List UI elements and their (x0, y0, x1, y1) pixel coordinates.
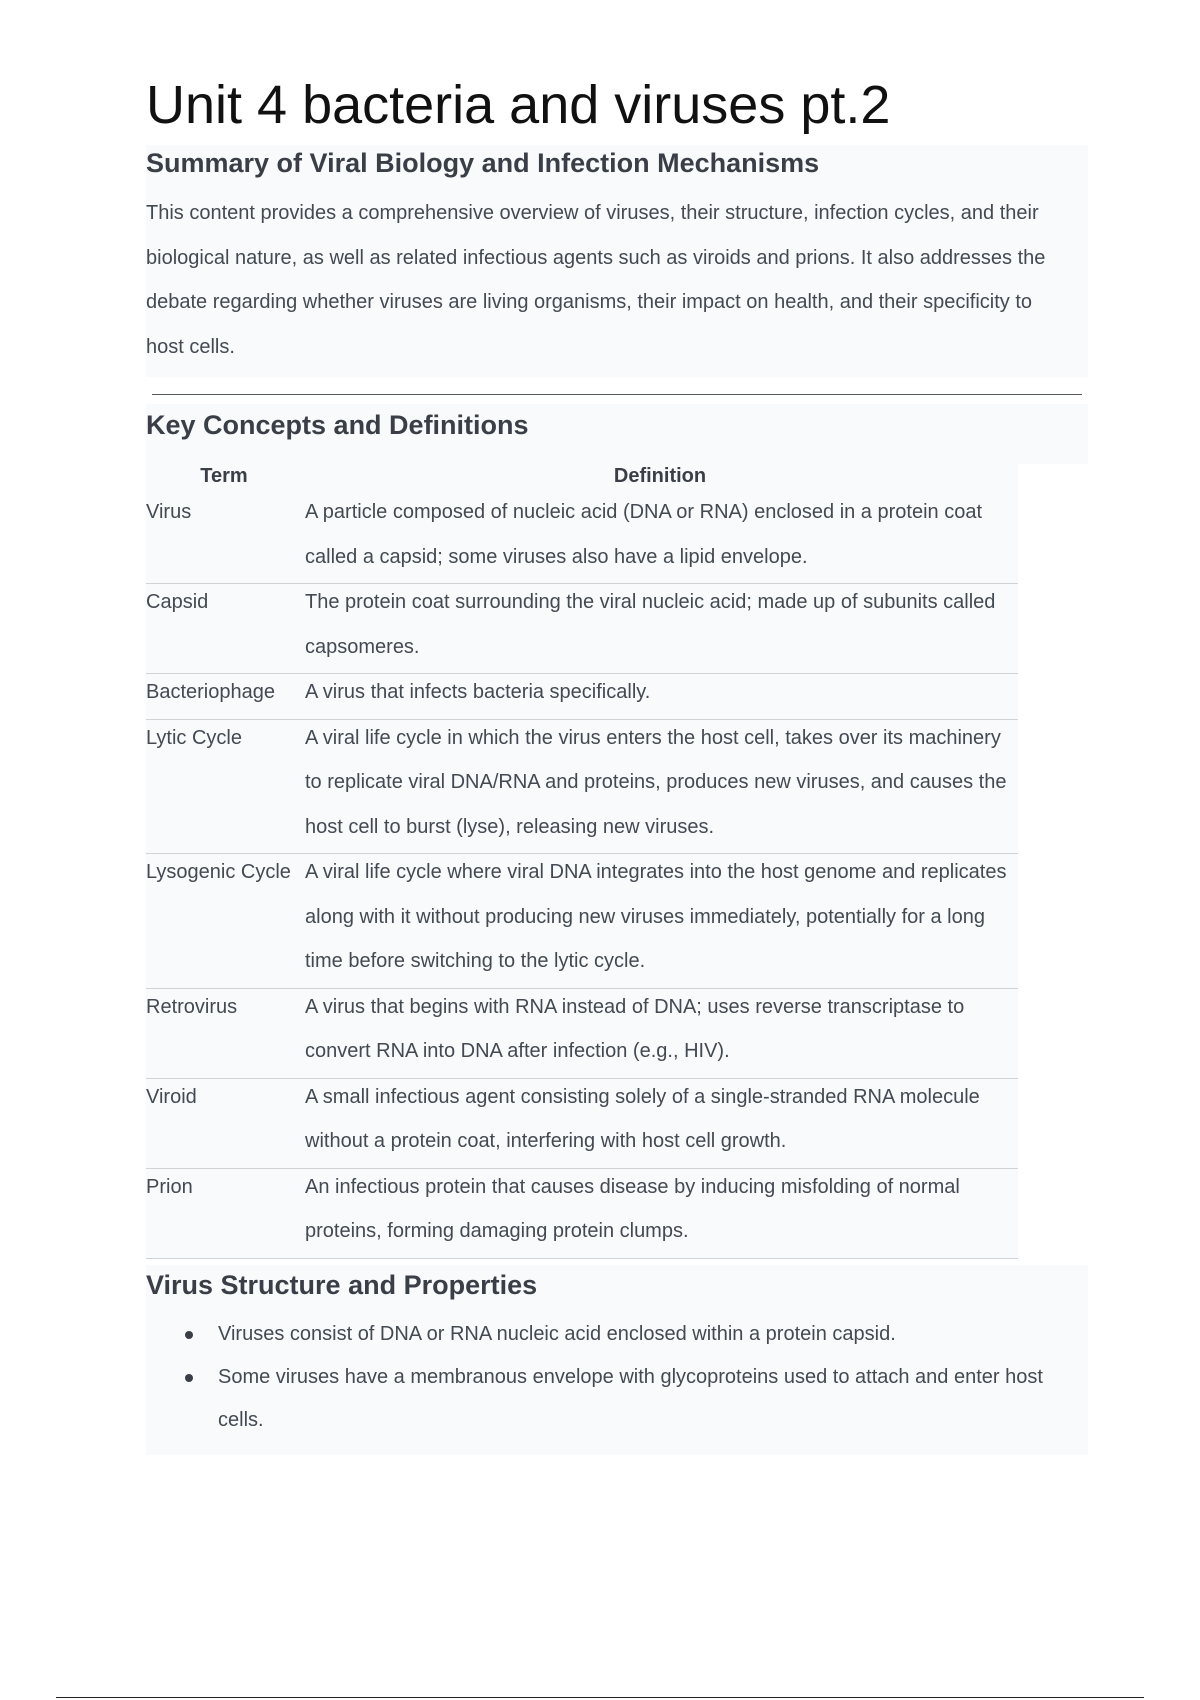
key-concepts-heading: Key Concepts and Definitions (146, 410, 529, 440)
virus-structure-heading: Virus Structure and Properties (146, 1270, 538, 1300)
summary-section (146, 145, 1088, 377)
key-concepts-section (146, 404, 1088, 464)
definition-text: A viral life cycle in which the virus enters the host cell, takes over its machinery to replicate viral DNA/RNA and proteins, produces new viruses, and causes the host cell to burst (lyse), releasing new viruses. (305, 726, 1007, 838)
term-cell (146, 1168, 302, 1258)
definition-cell (302, 584, 1018, 674)
horizontal-divider (152, 394, 1082, 395)
column-header-definition: Definition (613, 464, 707, 487)
definition-text: A particle composed of nucleic acid (DNA or RNA) enclosed in a protein coat called a capsid; some viruses also have a lipid envelope. (305, 501, 983, 568)
term-text: Viroid (146, 1085, 197, 1108)
term-text: Bacteriophage (146, 681, 275, 703)
definition-cell (302, 494, 1018, 584)
table-row (146, 719, 1018, 854)
term-text: Capsid (146, 591, 209, 613)
list-item-text: Some viruses have a membranous envelope with glycoproteins used to attach and enter host cells. (218, 1366, 1043, 1431)
list-item-text: Viruses consist of DNA or RNA nucleic acid enclosed within a protein capsid. (218, 1323, 896, 1345)
table-row (146, 1168, 1018, 1258)
definition-cell (302, 988, 1018, 1078)
definition-cell (302, 719, 1018, 854)
page-title: Unit 4 bacteria and viruses pt.2 (146, 75, 891, 135)
definition-text: A viral life cycle where viral DNA integrates into the host genome and replicates along with it without producing new viruses immediately, potentially for a long time before switching to the lytic cycle. (305, 861, 1007, 972)
table-row (146, 1078, 1018, 1168)
term-text: Lysogenic Cycle (146, 861, 291, 883)
summary-heading: Summary of Viral Biology and Infection Mechanisms (146, 148, 820, 178)
table-row (146, 674, 1018, 720)
term-cell (146, 584, 302, 674)
bullet-icon (185, 1374, 193, 1382)
table-header-row (146, 458, 1018, 494)
term-cell (146, 674, 302, 720)
definition-cell (302, 674, 1018, 720)
definition-text: A virus that begins with RNA instead of DNA; uses reverse transcriptase to convert RNA into DNA after infection (e.g., HIV). (305, 995, 965, 1062)
term-cell (146, 494, 302, 584)
bullet-list (146, 1313, 1088, 1442)
definitions-table (146, 458, 1018, 1259)
definitions-table-container (146, 458, 1018, 1259)
term-text: Retrovirus (146, 995, 238, 1018)
term-cell (146, 719, 302, 854)
definition-text: A small infectious agent consisting solely of a single-stranded RNA molecule without a protein coat, interfering with host cell growth. (305, 1085, 980, 1152)
definition-cell (302, 1078, 1018, 1168)
definition-cell (302, 1168, 1018, 1258)
virus-structure-section (146, 1265, 1088, 1455)
term-cell (146, 854, 302, 989)
column-header-term: Term (200, 464, 248, 487)
definition-text: A virus that infects bacteria specifically. (305, 681, 651, 703)
term-text: Prion (146, 1175, 193, 1198)
bullet-icon (185, 1331, 193, 1339)
table-row (146, 988, 1018, 1078)
term-text: Virus (146, 501, 192, 523)
list-item (146, 1313, 1078, 1356)
summary-paragraph: This content provides a comprehensive overview of viruses, their structure, infection cycles, and their biological nature, as well as related infectious agents such as viroids and prions. It also addresses the debate regarding whether viruses are living organisms, their impact on health, and their specificity to host cells. (146, 202, 1046, 358)
page-bottom-rule (56, 1697, 1144, 1698)
table-row (146, 584, 1018, 674)
term-cell (146, 1078, 302, 1168)
definition-text: The protein coat surrounding the viral nucleic acid; made up of subunits called capsomeres. (305, 591, 996, 658)
table-row (146, 854, 1018, 989)
definition-cell (302, 854, 1018, 989)
term-cell (146, 988, 302, 1078)
list-item (146, 1356, 1078, 1442)
table-row (146, 494, 1018, 584)
term-text: Lytic Cycle (146, 726, 242, 749)
definition-text: An infectious protein that causes disease by inducing misfolding of normal proteins, forming damaging protein clumps. (305, 1175, 960, 1242)
